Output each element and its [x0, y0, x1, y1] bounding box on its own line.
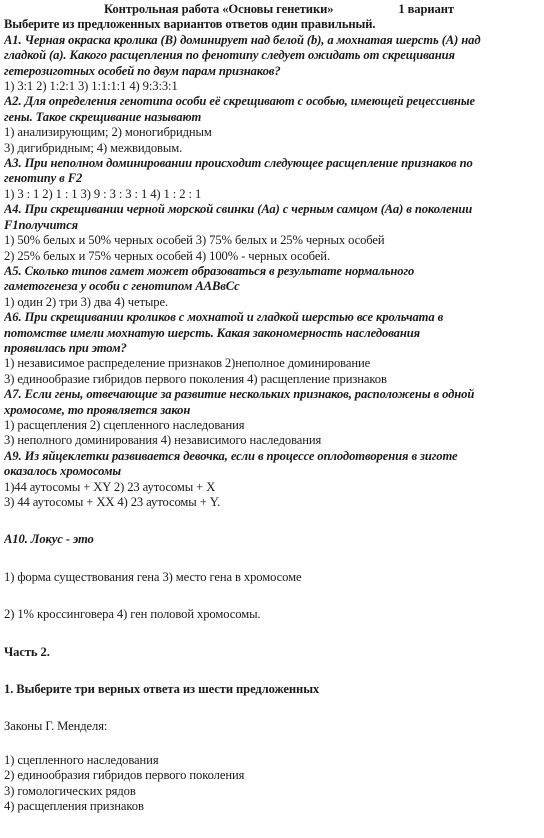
question-text: А6. При скрещивании кроликов с мохнатой и гладкой шерстью все крольчата в: [4, 310, 444, 325]
task-subtitle: Законы Г. Менделя:: [4, 719, 108, 734]
list-item: 4) расщепления признаков: [4, 799, 144, 814]
answer-options: 1) один 2) три 3) два 4) четыре.: [4, 294, 169, 309]
list-item: 3) гомологических рядов: [4, 783, 136, 798]
part-title: Часть 2.: [4, 644, 50, 659]
answer-options: 1) расщепления 2) сцепленного наследования: [4, 417, 245, 432]
question-text: гетерозиготных особей по двум парам признаков?: [4, 63, 281, 78]
answer-options: 2) 25% белых и 75% черных особей 4) 100% - черных особей.: [4, 248, 330, 263]
question-text: А7. Если гены, отвечающие за развитие нескольких признаков, расположены в одной: [4, 387, 475, 402]
question-text: А2. Для определения генотипа особи её скрещивают с особью, имеющей рецессивные: [4, 94, 475, 109]
list-item: 2) единообразия гибридов первого поколения: [4, 768, 245, 783]
question-text: гаметогенеза у особи с генотипом ААВвСс: [4, 279, 240, 294]
question-text: гены. Такое скрещивание называют: [4, 109, 202, 124]
question-text: А3. При неполном доминировании происходит следующее расщепление признаков по: [4, 156, 473, 171]
spacer: [4, 548, 540, 570]
list-item: 1) сцепленного наследования: [4, 752, 159, 767]
instruction: Выберите из предложенных вариантов ответов один правильный.: [4, 17, 376, 32]
answer-options: 1) независимое распределение признаков 2)неполное доминирование: [4, 356, 371, 371]
question-text: хромосоме, то проявляется закон: [4, 402, 191, 417]
answer-options: 3) 44 аутосомы + XX 4) 23 аутосомы + Y.: [4, 495, 221, 509]
answer-options: 1)44 аутосомы + XY 2) 23 аутосомы + X: [4, 479, 216, 494]
spacer: [4, 660, 540, 682]
question-text: гладкой (а). Какого расщепления по фенотипу следует ожидать от скрещивания: [4, 48, 455, 63]
spacer: [4, 697, 540, 719]
question-text: генотипу в F2: [4, 171, 83, 186]
answer-options: 1) 3:1 2) 1:2:1 3) 1:1:1:1 4) 9:3:3:1: [4, 79, 178, 94]
answer-options: 2) 1% кроссинговера 4) ген половой хромосомы.: [4, 607, 261, 622]
answer-options: 1) 3 : 1 2) 1 : 1 3) 9 : 3 : 3 : 1 4) 1 : 2 : 1: [4, 186, 202, 201]
question-text: F1получится: [4, 217, 78, 232]
question-text: оказалось хромосомы: [4, 464, 122, 479]
answer-options: 3) дигибридным; 4) межвидовым.: [4, 140, 183, 155]
spacer: [4, 510, 540, 532]
question-text: А10. Локус - это: [4, 532, 94, 547]
spacer: [4, 735, 540, 753]
spacer: [4, 623, 540, 645]
question-text: потомстве имели мохнатую шерсть. Какая закономерность наследования: [4, 325, 421, 340]
question-text: А1. Черная окраска кролика (В) доминирует над белой (b), а мохнатая шерсть (А) над: [4, 32, 481, 47]
answer-options: 1) анализирующим; 2) моногибридным: [4, 125, 212, 140]
task-title: 1. Выберите три верных ответа из шести предложенных: [4, 682, 320, 697]
question-text: А9. Из яйцеклетки развивается девочка, если в процессе оплодотворения в зиготе: [4, 448, 458, 463]
answer-options: 1) форма существования гена 3) место гена в хромосоме: [4, 569, 302, 584]
answer-options: 1) 50% белых и 50% черных особей 3) 75% белых и 25% черных особей: [4, 233, 385, 248]
question-text: А5. Сколько типов гамет может образоваться в результате нормального: [4, 263, 415, 278]
document-title: Контрольная работа «Основы генетики»: [104, 2, 334, 16]
document-header: [4, 2, 540, 17]
spacer: [4, 585, 540, 607]
variant-label: 1 вариант: [398, 2, 454, 16]
question-text: А4. При скрещивании черной морской свинки (Аа) с черным самцом (Аа) в поколении: [4, 202, 473, 217]
question-text: проявилась при этом?: [4, 340, 127, 355]
answer-options: 3) единообразие гибридов первого поколения 4) расщепление признаков: [4, 371, 387, 386]
answer-options: 3) неполного доминирования 4) независимого наследования: [4, 433, 322, 448]
